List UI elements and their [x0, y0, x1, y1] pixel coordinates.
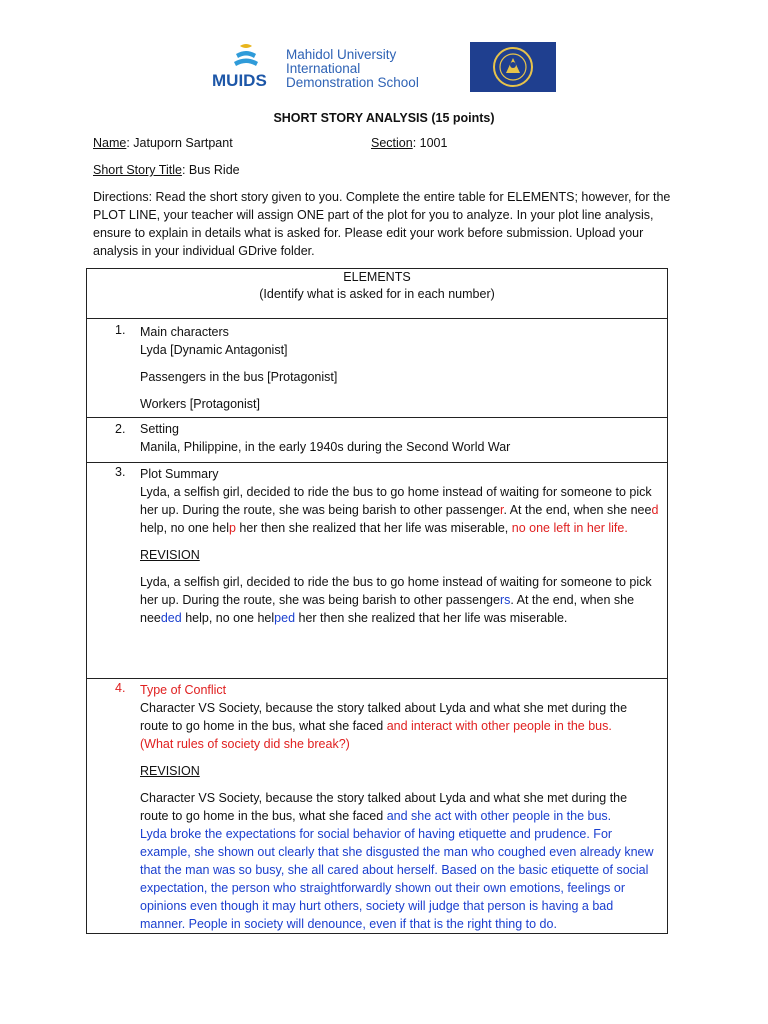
row-type-of-conflict [87, 679, 668, 934]
school-name-line3: Demonstration School [286, 75, 419, 90]
character-line: Workers [Protagonist] [140, 397, 260, 411]
name-label: Name [93, 136, 127, 150]
story-title-field [93, 163, 240, 177]
item-label: Setting [140, 422, 179, 436]
plot-summary-original: Lyda, a selfish girl, decided to ride the bus to go home instead of waiting for someone to pick her up. During the route, she was being barish to other passenger. At the end, when she need help, no one help her then she realized that her life was miserable, no one left in her life. [140, 485, 659, 535]
row-plot-summary [87, 463, 668, 679]
university-seal-icon [470, 42, 556, 92]
teacher-question: (What rules of society did she break?) [140, 737, 350, 751]
item-label: Plot Summary [140, 467, 219, 481]
section-field [371, 136, 447, 150]
item-number: 2. [115, 422, 126, 436]
revision-heading: REVISION [140, 548, 200, 562]
table-subheading: (Identify what is asked for in each number) [259, 287, 495, 301]
school-name-line1: Mahidol University [286, 47, 397, 62]
plot-summary-revision: Lyda, a selfish girl, decided to ride the bus to go home instead of waiting for someone to pick her up. During the route, she was being barish to other passengers. At the end, when she needed help, no one helped her then she realized that her life was miserable. [140, 575, 652, 625]
school-name-line2: International [286, 61, 361, 76]
muids-logo-icon [212, 42, 274, 92]
conflict-revision-explanation: Lyda broke the expectations for social behavior of having etiquette and prudence. For example, she shown out clearly that she disgusted the man who coughed even already knew that the man was so busy, she all cared about herself. Based on the basic etiquette of social expectation, the person who straightforwardly shown out their own emotions, feelings or opinions even though it may hurt others, society will judge that person is having a bad manner. People in society will denounce, even if that is the right thing to do. [140, 827, 654, 931]
item-label: Type of Conflict [140, 683, 227, 697]
item-number: 3. [115, 465, 126, 479]
revision-heading: REVISION [140, 764, 200, 778]
conflict-revision: Character VS Society, because the story talked about Lyda and what she met during the route to go home in the bus, what she faced and she act with other people in the bus. [140, 791, 628, 823]
section-label: Section [371, 136, 413, 150]
story-title-label: Short Story Title [93, 163, 182, 177]
character-line: Lyda [Dynamic Antagonist] [140, 343, 288, 357]
setting-text: Manila, Philippine, in the early 1940s during the Second World War [140, 440, 511, 454]
svg-text:MUIDS: MUIDS [212, 71, 267, 90]
row-setting [87, 418, 668, 463]
item-number: 4. [115, 681, 126, 695]
item-label: Main characters [140, 325, 229, 339]
row-main-characters [87, 319, 668, 418]
conflict-original: Character VS Society, because the story talked about Lyda and what she met during the route to go home in the bus, what she faced and interact with other people in the bus. [140, 701, 628, 733]
student-name [93, 136, 233, 150]
school-header [212, 42, 558, 94]
page-title: SHORT STORY ANALYSIS (15 points) [273, 111, 495, 125]
story-title-value: : Bus Ride [181, 163, 240, 177]
directions-text: Directions: Read the short story given to you. Complete the entire table for ELEMENTS; however, for the PLOT LINE, your teacher will assign ONE part of the plot for you to analyze. In your plot line analysis, ensure to explain in details what is asked for. Please edit your work before submission. Upload your analysis in your individual GDrive folder. [93, 190, 671, 258]
character-line: Passengers in the bus [Protagonist] [140, 370, 338, 384]
item-number: 1. [115, 323, 126, 337]
table-heading: ELEMENTS [343, 270, 411, 284]
section-value: : 1001 [412, 136, 448, 150]
name-value: : Jatuporn Sartpant [126, 136, 233, 150]
table-header [87, 269, 668, 319]
elements-table [86, 268, 668, 934]
school-name [286, 48, 419, 90]
